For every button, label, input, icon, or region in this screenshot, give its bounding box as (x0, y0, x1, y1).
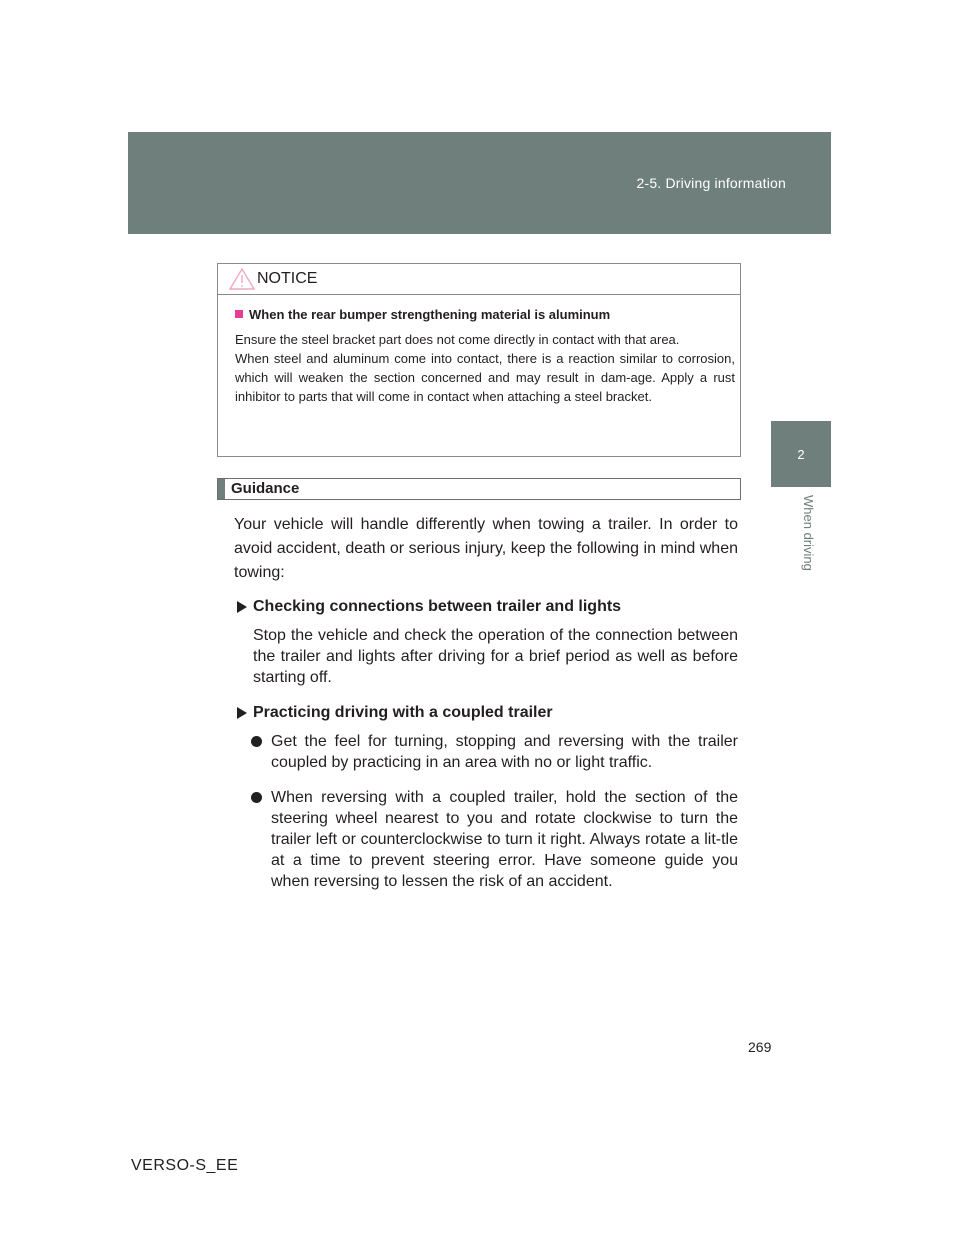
round-bullet-icon (251, 792, 262, 803)
intro-paragraph: Your vehicle will handle differently when towing a trailer. In order to avoid accident, death or serious injury, keep the following in mind when towing: (234, 516, 738, 581)
notice-subheading: When the rear bumper strengthening material is aluminum (235, 307, 735, 322)
item-text: Stop the vehicle and check the operation of the connection between the trailer and lights after driving for a brief period as well as before starting off. (253, 627, 738, 686)
section-heading-bar (217, 478, 741, 500)
round-bullet-icon (251, 736, 262, 747)
notice-title: NOTICE (257, 270, 318, 287)
triangle-bullet-icon (237, 601, 247, 613)
header-title: 2-5. Driving information (636, 175, 786, 191)
document-code: VERSO-S_EE (131, 1157, 239, 1174)
notice-box (217, 263, 741, 457)
warning-triangle-icon (229, 268, 255, 290)
pink-square-bullet-icon (235, 310, 243, 318)
triangle-bullet-icon (237, 707, 247, 719)
notice-paragraph: When steel and aluminum come into contact, there is a reaction similar to corrosion, which will weaken the section concerned and may result in dam-age. Apply a rust inhibitor to parts that will come in contact when attaching a steel bracket. (235, 351, 735, 404)
notice-header (218, 264, 740, 295)
notice-body (218, 295, 740, 406)
notice-paragraph: Ensure the steel bracket part does not come directly in contact with that area. (235, 332, 680, 347)
main-content (234, 513, 738, 892)
item-heading: Practicing driving with a coupled trailer (234, 704, 738, 722)
section-title: Guidance (231, 480, 300, 497)
chapter-label-text: When driving (801, 495, 816, 571)
item-heading: Checking connections between trailer and lights (234, 598, 738, 616)
chapter-tab-label (771, 487, 831, 597)
list-item: Get the feel for turning, stopping and reversing with the trailer coupled by practicing in an area with no or light traffic. (271, 731, 738, 773)
chapter-tab-number: 2 (771, 421, 831, 487)
page-number: 269 (748, 1039, 772, 1055)
list-item: When reversing with a coupled trailer, hold the section of the steering wheel nearest to you and rotate clockwise to turn the trailer left or counterclockwise to turn it right. Always rotate a lit-tle at a time to prevent steering error. Have someone guide you when reversing to lessen the risk of an accident. (271, 787, 738, 892)
section-accent (218, 479, 225, 499)
header-band (128, 132, 831, 234)
